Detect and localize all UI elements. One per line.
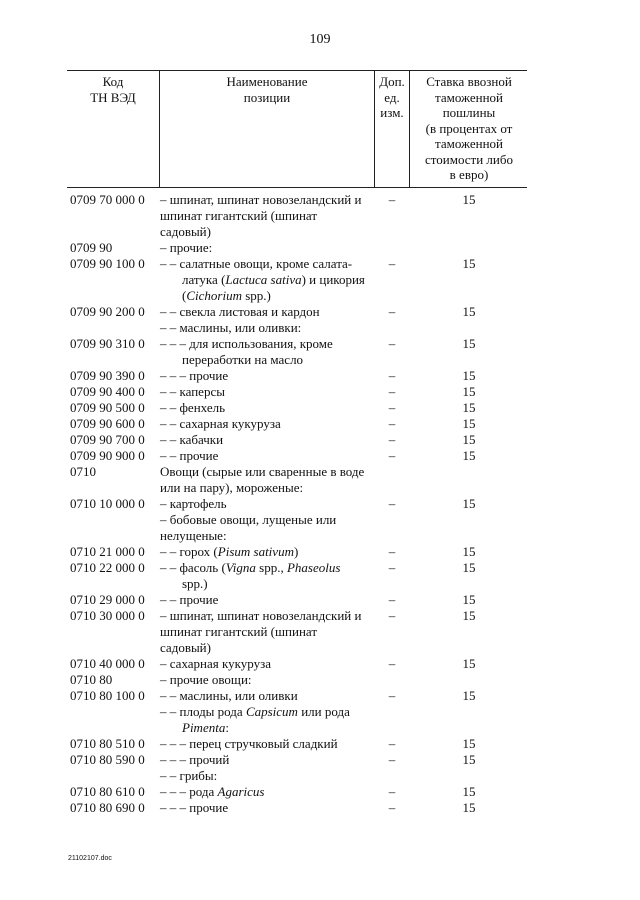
position-name-line: – – – прочие	[160, 800, 229, 815]
header-name	[160, 74, 374, 105]
position-name-line: – прочие:	[160, 240, 213, 255]
header-line: Код	[102, 74, 124, 89]
duty-rate: 15	[462, 656, 476, 671]
tnved-code: 0710 29 000 0	[70, 592, 145, 607]
unit-value: –	[388, 304, 396, 319]
position-name	[160, 768, 370, 784]
position-name-line: – прочие овощи:	[160, 672, 252, 687]
position-name-line: – – свекла листовая и кардон	[160, 304, 320, 319]
tnved-code: 0710 80 510 0	[70, 736, 145, 751]
duty-rate: 15	[462, 544, 476, 559]
header-line: таможенной	[435, 136, 503, 151]
position-name	[160, 512, 370, 544]
position-name	[160, 416, 370, 432]
unit-value: –	[388, 736, 396, 751]
tnved-code: 0710 80 690 0	[70, 800, 145, 815]
position-name-line: – – прочие	[160, 448, 219, 463]
position-name	[160, 240, 370, 256]
position-name	[160, 704, 370, 736]
position-name-line: – – – прочий	[160, 752, 230, 767]
position-name	[160, 336, 370, 368]
duty-rate: 15	[462, 304, 476, 319]
position-name	[160, 784, 370, 800]
position-name	[160, 384, 370, 400]
position-name-line: – сахарная кукуруза	[160, 656, 272, 671]
position-name	[160, 544, 370, 560]
unit-value: –	[388, 448, 396, 463]
position-name-line: – – сахарная кукуруза	[160, 416, 281, 431]
tnved-code: 0710 80 610 0	[70, 784, 145, 799]
unit-value: –	[388, 544, 396, 559]
position-name-line: или на пару), мороженые:	[160, 480, 304, 495]
position-name-line: – – – прочие	[160, 368, 229, 383]
position-name-line: – – фасоль (Vigna spp., Phaseolus	[160, 560, 341, 575]
unit-value: –	[388, 800, 396, 815]
position-name	[160, 656, 370, 672]
header-unit	[375, 74, 409, 121]
position-name-line: – – каперсы	[160, 384, 225, 399]
position-name	[160, 688, 370, 704]
tnved-code: 0710 10 000 0	[70, 496, 145, 511]
position-name	[160, 672, 370, 688]
duty-rate: 15	[462, 192, 476, 207]
unit-value: –	[388, 592, 396, 607]
header-code	[67, 74, 159, 105]
position-name-line: – – – для использования, кроме	[160, 336, 333, 351]
header-rate	[410, 74, 528, 183]
duty-rate: 15	[462, 496, 476, 511]
unit-value: –	[388, 560, 396, 575]
position-name-line: шпинат гигантский (шпинат	[160, 208, 318, 223]
position-name-line: – – прочие	[160, 592, 219, 607]
duty-rate: 15	[462, 736, 476, 751]
position-name-line: Pimenta:	[182, 720, 229, 735]
header-line: изм.	[380, 105, 404, 120]
position-name	[160, 320, 370, 336]
unit-value: –	[388, 432, 396, 447]
position-name	[160, 256, 370, 304]
tnved-code: 0710 21 000 0	[70, 544, 145, 559]
position-name	[160, 800, 370, 816]
position-name	[160, 400, 370, 416]
header-line: ТН ВЭД	[90, 89, 136, 105]
header-line: Ставка ввозной	[426, 74, 512, 89]
position-name-line: (Cichorium spp.)	[182, 288, 271, 303]
table-header-rule	[67, 187, 527, 188]
position-name-line: садовый)	[160, 224, 211, 239]
position-name-line: – – – перец стручковый сладкий	[160, 736, 338, 751]
position-name	[160, 464, 370, 496]
tnved-code: 0709 70 000 0	[70, 192, 145, 207]
position-name-line: шпинат гигантский (шпинат	[160, 624, 318, 639]
tnved-code: 0709 90 600 0	[70, 416, 145, 431]
duty-rate: 15	[462, 560, 476, 575]
position-name-line: – – – рода Agaricus	[160, 784, 265, 799]
position-name-line: нелущеные:	[160, 528, 227, 543]
position-name-line: садовый)	[160, 640, 211, 655]
duty-rate: 15	[462, 368, 476, 383]
duty-rate: 15	[462, 752, 476, 767]
tnved-code: 0709 90 200 0	[70, 304, 145, 319]
position-name	[160, 608, 370, 656]
unit-value: –	[388, 384, 396, 399]
duty-rate: 15	[462, 592, 476, 607]
duty-rate: 15	[462, 336, 476, 351]
tnved-code: 0709 90	[70, 240, 113, 255]
page-number: 109	[309, 32, 331, 47]
position-name-line: – – маслины, или оливки:	[160, 320, 302, 335]
unit-value: –	[388, 784, 396, 799]
duty-rate: 15	[462, 784, 476, 799]
position-name-line: латука (Lactuca sativa) и цикория	[182, 272, 365, 287]
tnved-code: 0710 80 100 0	[70, 688, 145, 703]
position-name-line: – – фенхель	[160, 400, 226, 415]
header-line: таможенной	[435, 89, 503, 105]
tnved-code: 0709 90 500 0	[70, 400, 145, 415]
position-name	[160, 736, 370, 752]
duty-rate: 15	[462, 400, 476, 415]
duty-rate: 15	[462, 416, 476, 431]
unit-value: –	[388, 416, 396, 431]
position-name-line: Овощи (сырые или сваренные в воде	[160, 464, 365, 479]
position-name-line: – – грибы:	[160, 768, 218, 783]
tnved-code: 0710 80 590 0	[70, 752, 145, 767]
position-name	[160, 496, 370, 512]
header-line: Наименование	[226, 74, 308, 89]
header-line: пошлины	[442, 105, 496, 120]
unit-value: –	[388, 656, 396, 671]
duty-rate: 15	[462, 688, 476, 703]
position-name	[160, 432, 370, 448]
tnved-code: 0710 80	[70, 672, 113, 687]
tnved-code: 0709 90 100 0	[70, 256, 145, 271]
tnved-code: 0710 30 000 0	[70, 608, 145, 623]
position-name-line: – – плоды рода Capsicum или рода	[160, 704, 350, 719]
tnved-code: 0709 90 390 0	[70, 368, 145, 383]
duty-rate: 15	[462, 448, 476, 463]
tnved-code: 0709 90 900 0	[70, 448, 145, 463]
position-name-line: spp.)	[182, 576, 208, 591]
header-line: в евро)	[449, 167, 489, 182]
unit-value: –	[388, 688, 396, 703]
table-top-rule	[67, 70, 527, 71]
position-name	[160, 592, 370, 608]
position-name	[160, 752, 370, 768]
position-name	[160, 192, 370, 240]
position-name	[160, 560, 370, 592]
tnved-code: 0710	[70, 464, 96, 479]
position-name-line: – шпинат, шпинат новозеландский и	[160, 608, 362, 623]
tnved-code: 0709 90 400 0	[70, 384, 145, 399]
unit-value: –	[388, 400, 396, 415]
position-name	[160, 368, 370, 384]
duty-rate: 15	[462, 800, 476, 815]
header-line: позиции	[243, 89, 291, 105]
unit-value: –	[388, 496, 396, 511]
header-line: ед.	[384, 89, 400, 105]
duty-rate: 15	[462, 384, 476, 399]
position-name	[160, 304, 370, 320]
tnved-code: 0709 90 700 0	[70, 432, 145, 447]
unit-value: –	[388, 192, 396, 207]
tnved-code: 0709 90 310 0	[70, 336, 145, 351]
position-name	[160, 448, 370, 464]
duty-rate: 15	[462, 256, 476, 271]
unit-value: –	[388, 256, 396, 271]
position-name-line: – шпинат, шпинат новозеландский и	[160, 192, 362, 207]
footer-filename: 21102107.doc	[68, 855, 112, 862]
position-name-line: переработки на масло	[182, 352, 304, 367]
unit-value: –	[388, 752, 396, 767]
position-name-line: – бобовые овощи, лущеные или	[160, 512, 337, 527]
position-name-line: – картофель	[160, 496, 227, 511]
position-name-line: – – кабачки	[160, 432, 224, 447]
position-name-line: – – горох (Pisum sativum)	[160, 544, 299, 559]
unit-value: –	[388, 608, 396, 623]
duty-rate: 15	[462, 432, 476, 447]
position-name-line: – – салатные овощи, кроме салата-	[160, 256, 353, 271]
header-line: стоимости либо	[424, 151, 513, 167]
duty-rate: 15	[462, 608, 476, 623]
tnved-code: 0710 40 000 0	[70, 656, 145, 671]
header-line: Доп.	[379, 74, 405, 89]
unit-value: –	[388, 368, 396, 383]
unit-value: –	[388, 336, 396, 351]
tnved-code: 0710 22 000 0	[70, 560, 145, 575]
header-line: (в процентах от	[425, 120, 513, 136]
position-name-line: – – маслины, или оливки	[160, 688, 298, 703]
